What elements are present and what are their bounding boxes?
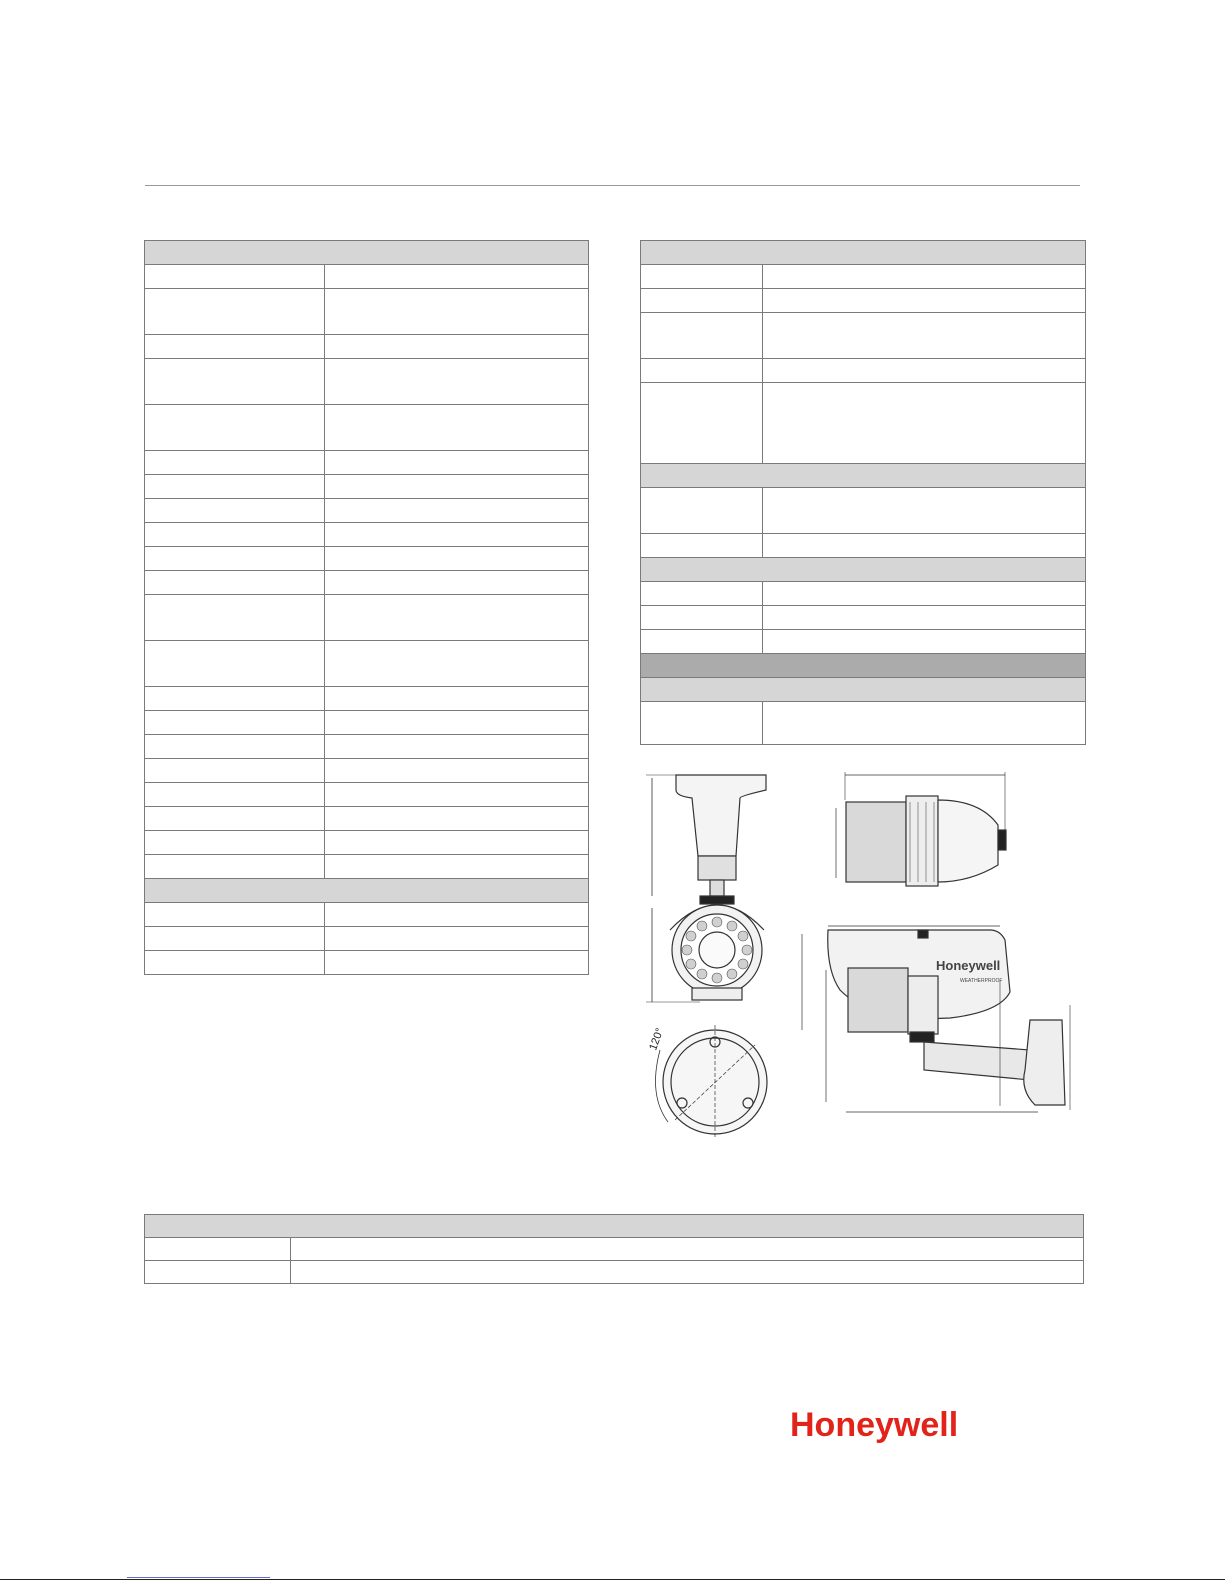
table-row: [145, 783, 589, 807]
table-row: [145, 547, 589, 571]
table-row: [641, 359, 1086, 383]
table-row: [641, 534, 1086, 558]
left-spec-table: [144, 240, 589, 975]
table-row: [145, 927, 589, 951]
table-row: [145, 523, 589, 547]
table-row: [145, 1238, 1084, 1261]
table-row: [145, 289, 589, 335]
table-row: [641, 313, 1086, 359]
table-row: [145, 335, 589, 359]
table-row: [145, 759, 589, 783]
table-row: [641, 265, 1086, 289]
table-row: [641, 383, 1086, 464]
table-row: [641, 582, 1086, 606]
bottom-spec-table: [144, 1214, 1084, 1284]
table-row: [145, 735, 589, 759]
table-row: [145, 903, 589, 927]
camera-side-view-drawing: [830, 770, 1020, 890]
table-row: [641, 488, 1086, 534]
table-section-header: [641, 678, 1086, 702]
table-section-header: [145, 1215, 1084, 1238]
table-row: [145, 711, 589, 735]
table-row: [145, 359, 589, 405]
honeywell-logo-text: Honeywell: [790, 1406, 959, 1444]
table-section-header: [641, 464, 1086, 488]
table-section-header: [145, 241, 589, 265]
header-rule: [145, 185, 1080, 186]
camera-mounted-side-drawing: [800, 920, 1085, 1130]
table-section-header: [641, 654, 1086, 678]
table-row: [145, 405, 589, 451]
table-row: [145, 855, 589, 879]
table-section-header: [145, 879, 589, 903]
camera-front-view-drawing: [640, 770, 780, 1020]
table-row: [145, 831, 589, 855]
table-row: [641, 606, 1086, 630]
table-row: [641, 630, 1086, 654]
table-row: [145, 499, 589, 523]
table-row: [145, 595, 589, 641]
table-row: [145, 451, 589, 475]
housing-brand-label: Honeywell: [936, 958, 1001, 973]
angle-label: 120°: [647, 1026, 667, 1053]
mount-base-drawing: [640, 1020, 780, 1140]
table-row: [145, 265, 589, 289]
table-section-header: [641, 558, 1086, 582]
table-row: [145, 475, 589, 499]
table-row: [641, 702, 1086, 745]
honeywell-logo: [790, 1400, 1010, 1450]
housing-badge-label: WEATHERPROOF: [960, 978, 1003, 984]
table-row: [145, 1261, 1084, 1284]
footer-link-underline[interactable]: [127, 1577, 270, 1578]
table-section-header: [641, 241, 1086, 265]
table-row: [145, 687, 589, 711]
table-row: [641, 289, 1086, 313]
table-row: [145, 571, 589, 595]
table-row: [145, 807, 589, 831]
table-row: [145, 951, 589, 975]
table-row: [145, 641, 589, 687]
right-spec-table: [640, 240, 1086, 745]
footer-rule: [0, 1579, 1225, 1580]
